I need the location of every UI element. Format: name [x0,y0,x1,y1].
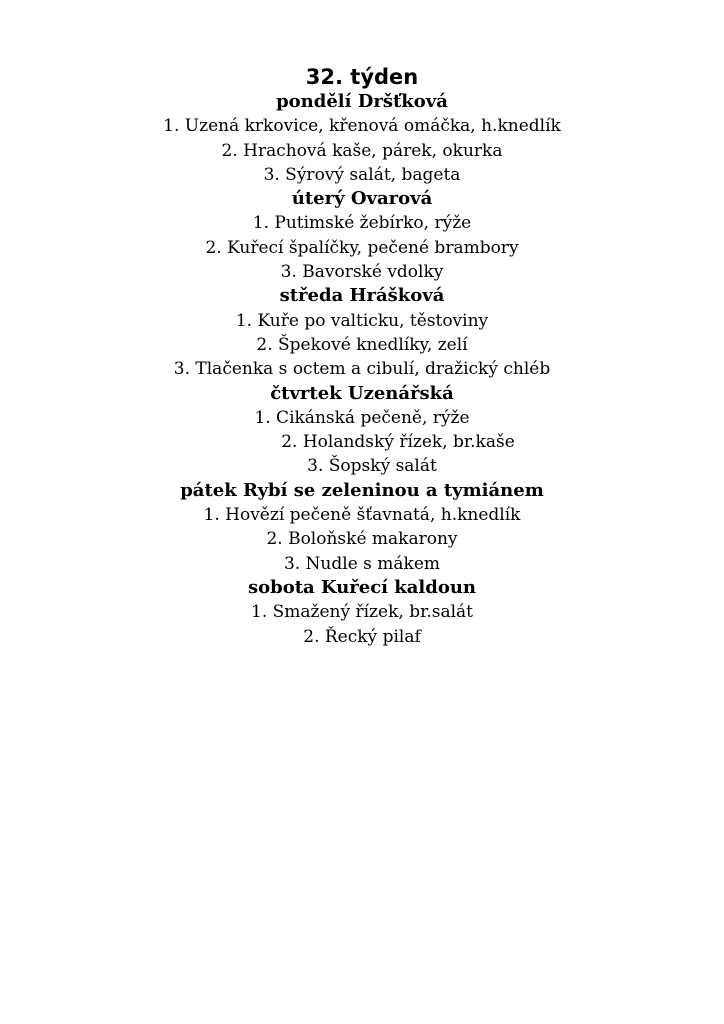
day-heading-wednesday: středa Hrášková [279,285,445,307]
menu-item: 3. Sýrový salát, bageta [263,164,461,185]
menu-item: 2. Řecký pilaf [303,626,421,647]
menu-item: 2. Špekové knedlíky, zelí [256,334,468,355]
day-section-tuesday [0,187,724,284]
menu-item: 1. Kuře po valticku, těstoviny [235,310,489,331]
menu-item: 1. Uzená krkovice, křenová omáčka, h.knedlík [163,116,561,137]
menu-item: 2. Boloňské makarony [266,529,458,550]
menu-item: 3. Tlačenka s octem a cibulí, dražický chléb [173,359,551,380]
menu-document [0,64,724,649]
day-heading-thursday: čtvrtek Uzenářská [270,382,454,404]
menu-item: 1. Cikánská pečeně, rýže [254,407,470,428]
day-heading-tuesday: úterý Ovarová [291,188,433,210]
day-section-thursday [0,382,724,479]
menu-item: 3. Nudle s mákem [283,553,441,574]
day-section-saturday [0,576,724,649]
menu-item: 1. Putimské žebírko, rýže [252,213,472,234]
menu-item: 1. Hovězí pečeně šťavnatá, h.knedlík [203,505,521,526]
menu-item: 2. Hrachová kaše, párek, okurka [221,140,503,161]
day-section-monday [0,90,724,187]
day-section-friday [0,479,724,576]
menu-item: 3. Bavorské vdolky [280,262,444,283]
day-section-wednesday [0,284,724,381]
menu-item: 3. Šopský salát [307,456,437,477]
menu-item: 2. Kuřecí špalíčky, pečené brambory [205,237,519,258]
menu-item: 2. Holandský řízek, br.kaše [281,432,515,453]
week-title: 32. týden [305,65,419,89]
day-heading-friday: pátek Rybí se zeleninou a tymiánem [180,479,544,501]
day-heading-monday: pondělí Dršťková [276,91,448,112]
day-heading-saturday: sobota Kuřecí kaldoun [247,576,477,598]
menu-item: 1. Smažený řízek, br.salát [251,602,473,623]
